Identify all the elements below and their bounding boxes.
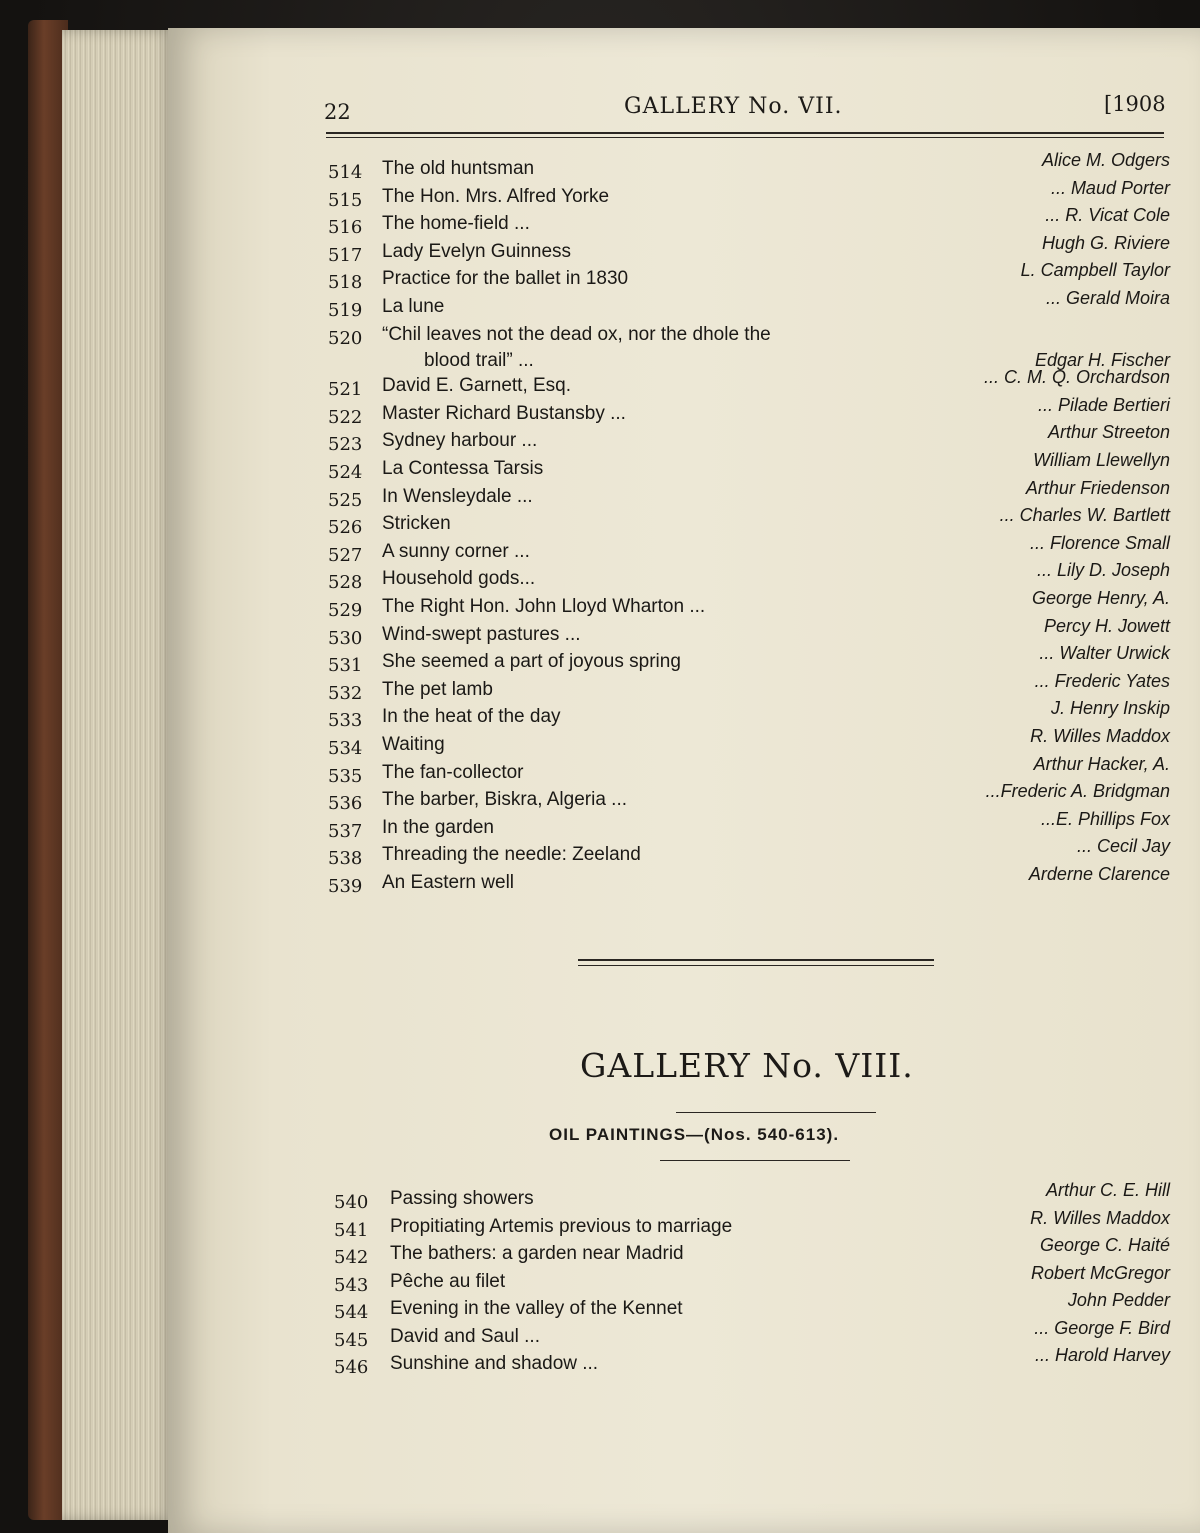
entry-number: 524 xyxy=(328,462,363,483)
header-rule xyxy=(326,132,1164,138)
entry-title: In the garden xyxy=(382,816,494,838)
entry-number: 528 xyxy=(328,572,363,594)
entry-number: 518 xyxy=(328,272,363,294)
entry-number: 530 xyxy=(328,627,363,649)
catalogue-entry xyxy=(0,615,1200,652)
catalogue-entry xyxy=(0,177,1200,214)
entry-artist: Arthur Friedenson xyxy=(1025,477,1170,498)
entry-number: 537 xyxy=(328,820,363,842)
catalogue-entry xyxy=(0,1235,1200,1271)
entry-artist: ... Lily D. Joseph xyxy=(1036,560,1170,581)
entry-number: 527 xyxy=(328,544,363,566)
catalogue-entry xyxy=(0,670,1200,707)
catalogue-entry xyxy=(0,836,1200,872)
entry-artist: George C. Haité xyxy=(1039,1235,1170,1255)
entry-artist: Alice M. Odgers xyxy=(1041,150,1170,170)
entry-artist: ... George F. Bird xyxy=(1034,1317,1170,1338)
section-divider xyxy=(578,959,934,966)
entry-title: In Wensleydale ... xyxy=(382,485,533,507)
catalogue-entry xyxy=(0,150,1200,186)
catalogue-entry xyxy=(0,643,1200,679)
section-subtitle: OIL PAINTINGS—(Nos. 540-613). xyxy=(549,1125,840,1144)
catalogue-entry xyxy=(0,1180,1200,1216)
entry-title: Household gods... xyxy=(382,568,536,590)
page-header xyxy=(0,88,1200,128)
catalogue-entry xyxy=(0,808,1200,845)
entry-artist: ... Harold Harvey xyxy=(1034,1345,1170,1365)
catalogue-entry xyxy=(0,698,1200,734)
entry-title: The old huntsman xyxy=(382,158,535,179)
entry-artist: Hugh G. Riviere xyxy=(1041,232,1170,253)
catalogue-entry xyxy=(0,1207,1200,1244)
entry-artist: ... Gerald Moira xyxy=(1045,288,1170,308)
entry-artist: R. Willes Maddox xyxy=(1030,726,1170,746)
catalogue-entry xyxy=(0,394,1200,431)
catalogue-entry xyxy=(0,288,1200,324)
entry-artist: ... C. M. Q. Orchardson xyxy=(983,367,1170,388)
entry-title: Wind-swept pastures ... xyxy=(382,623,581,645)
entry-artist: ... Walter Urwick xyxy=(1039,643,1170,664)
catalogue-entry xyxy=(0,781,1200,817)
entry-title: David and Saul ... xyxy=(390,1325,540,1347)
entry-number: 542 xyxy=(334,1247,369,1268)
entry-title: She seemed a part of joyous spring xyxy=(382,651,681,673)
catalogue-entry xyxy=(0,505,1200,541)
catalogue-entry xyxy=(0,864,1200,900)
entry-title: Lady Evelyn Guinness xyxy=(382,240,572,262)
entry-number: 515 xyxy=(328,189,363,211)
entry-artist: Arderne Clarence xyxy=(1028,864,1170,884)
title-rule xyxy=(676,1112,876,1113)
entry-title: David E. Garnett, Esq. xyxy=(382,375,572,397)
entry-artist: ... Charles W. Bartlett xyxy=(999,505,1170,526)
entry-artist: Arthur Hacker, A. xyxy=(1033,753,1170,774)
entry-number: 516 xyxy=(328,217,363,239)
entry-number: 535 xyxy=(328,765,363,787)
entry-artist: ... Pilade Bertieri xyxy=(1037,394,1170,415)
entry-title: In the heat of the day xyxy=(382,706,561,728)
catalogue-entry xyxy=(0,1317,1200,1354)
entry-title: “Chil leaves not the dead ox, nor the dhole the xyxy=(382,323,771,345)
subtitle-rule xyxy=(660,1160,850,1161)
entry-title: Stricken xyxy=(382,513,451,535)
gallery-viii-title: GALLERY No. VIII. xyxy=(580,1046,914,1085)
entry-artist: Arthur Streeton xyxy=(1047,422,1170,443)
entry-number: 521 xyxy=(328,379,363,401)
entry-number: 539 xyxy=(328,876,363,897)
entry-artist: George Henry, A. xyxy=(1031,588,1170,608)
entry-number: 520 xyxy=(328,327,363,349)
catalogue-entry xyxy=(0,532,1200,569)
entry-title: Practice for the ballet in 1830 xyxy=(382,268,629,290)
entry-artist: L. Campbell Taylor xyxy=(1020,260,1170,281)
entry-title: La Contessa Tarsis xyxy=(382,458,544,479)
entry-number: 532 xyxy=(328,682,363,704)
entry-number: 523 xyxy=(328,434,363,456)
entry-title: The Right Hon. John Lloyd Wharton ... xyxy=(382,596,706,617)
entry-number: 514 xyxy=(328,162,363,183)
running-title: GALLERY No. VII. xyxy=(624,94,843,119)
entry-artist: William Llewellyn xyxy=(1033,450,1170,470)
entry-artist: Edgar H. Fischer xyxy=(1034,349,1170,370)
catalogue-entry xyxy=(0,726,1200,762)
entry-number: 541 xyxy=(334,1219,369,1241)
entry-number: 533 xyxy=(328,710,363,732)
entry-number: 544 xyxy=(334,1302,369,1323)
catalogue-entry xyxy=(0,205,1200,241)
entry-artist: Arthur C. E. Hill xyxy=(1045,1180,1170,1200)
entry-number: 546 xyxy=(334,1357,369,1378)
entry-title: Master Richard Bustansby ... xyxy=(382,402,626,424)
entry-title: The barber, Biskra, Algeria ... xyxy=(382,789,628,811)
entry-title: The fan-collector xyxy=(382,761,524,783)
entry-number: 538 xyxy=(328,848,363,870)
entry-title: An Eastern well xyxy=(382,872,515,893)
entry-title-continued: blood trail” ... xyxy=(424,349,534,371)
entry-title: Pêche au filet xyxy=(390,1270,506,1292)
entry-number: 519 xyxy=(328,300,363,321)
entry-title: Sunshine and shadow ... xyxy=(390,1353,599,1374)
catalogue-entry xyxy=(0,588,1200,624)
catalogue-entry xyxy=(0,450,1200,486)
entry-artist: ... Cecil Jay xyxy=(1076,836,1170,857)
catalogue-entry xyxy=(0,1345,1200,1381)
entry-number: 543 xyxy=(334,1274,369,1296)
entry-artist: ... Florence Small xyxy=(1029,532,1170,553)
entry-title: The Hon. Mrs. Alfred Yorke xyxy=(382,185,610,207)
page-number: 22 xyxy=(324,100,351,124)
entry-number: 534 xyxy=(328,738,363,759)
entry-title: Threading the needle: Zeeland xyxy=(382,844,641,866)
entry-title: Passing showers xyxy=(390,1188,534,1209)
entry-artist: ... Maud Porter xyxy=(1050,177,1170,198)
entry-number: 545 xyxy=(334,1329,369,1351)
catalogue-entry xyxy=(0,367,1200,403)
catalogue-entry xyxy=(0,422,1200,458)
entry-title: Waiting xyxy=(382,734,445,755)
entry-artist: J. Henry Inskip xyxy=(1050,698,1170,719)
entry-title: Sydney harbour ... xyxy=(382,430,538,452)
year-label: [1908 xyxy=(1104,92,1166,116)
catalogue-entry xyxy=(0,1262,1200,1299)
entry-artist: ...Frederic A. Bridgman xyxy=(985,781,1170,802)
entry-title: A sunny corner ... xyxy=(382,540,530,562)
entry-number: 525 xyxy=(328,489,363,511)
entry-artist: ...E. Phillips Fox xyxy=(1040,808,1170,829)
entry-artist: R. Willes Maddox xyxy=(1030,1207,1170,1228)
entry-number: 531 xyxy=(328,655,363,677)
entry-number: 517 xyxy=(328,244,363,266)
entry-number: 522 xyxy=(328,406,363,428)
catalogue-entry xyxy=(0,1290,1200,1326)
entry-artist: Robert McGregor xyxy=(1030,1262,1170,1283)
entry-title: The home-field ... xyxy=(382,213,530,235)
entry-title: Evening in the valley of the Kennet xyxy=(390,1298,683,1319)
entry-title: Propitiating Artemis previous to marriage xyxy=(390,1215,733,1237)
entry-artist: John Pedder xyxy=(1067,1290,1170,1310)
catalogue-entry xyxy=(0,323,1200,371)
entry-number: 526 xyxy=(328,517,363,539)
catalogue-entry xyxy=(0,260,1200,296)
entry-artist: ... Frederic Yates xyxy=(1034,670,1170,691)
entry-title: La lune xyxy=(382,296,445,317)
entry-number: 529 xyxy=(328,600,363,621)
entry-number: 536 xyxy=(328,793,363,815)
entry-artist: Percy H. Jowett xyxy=(1043,615,1170,636)
entry-title: The pet lamb xyxy=(382,678,493,700)
entry-artist: ... R. Vicat Cole xyxy=(1045,205,1170,226)
catalogue-entry xyxy=(0,560,1200,596)
entry-title: The bathers: a garden near Madrid xyxy=(390,1243,684,1264)
entry-number: 540 xyxy=(334,1192,369,1213)
